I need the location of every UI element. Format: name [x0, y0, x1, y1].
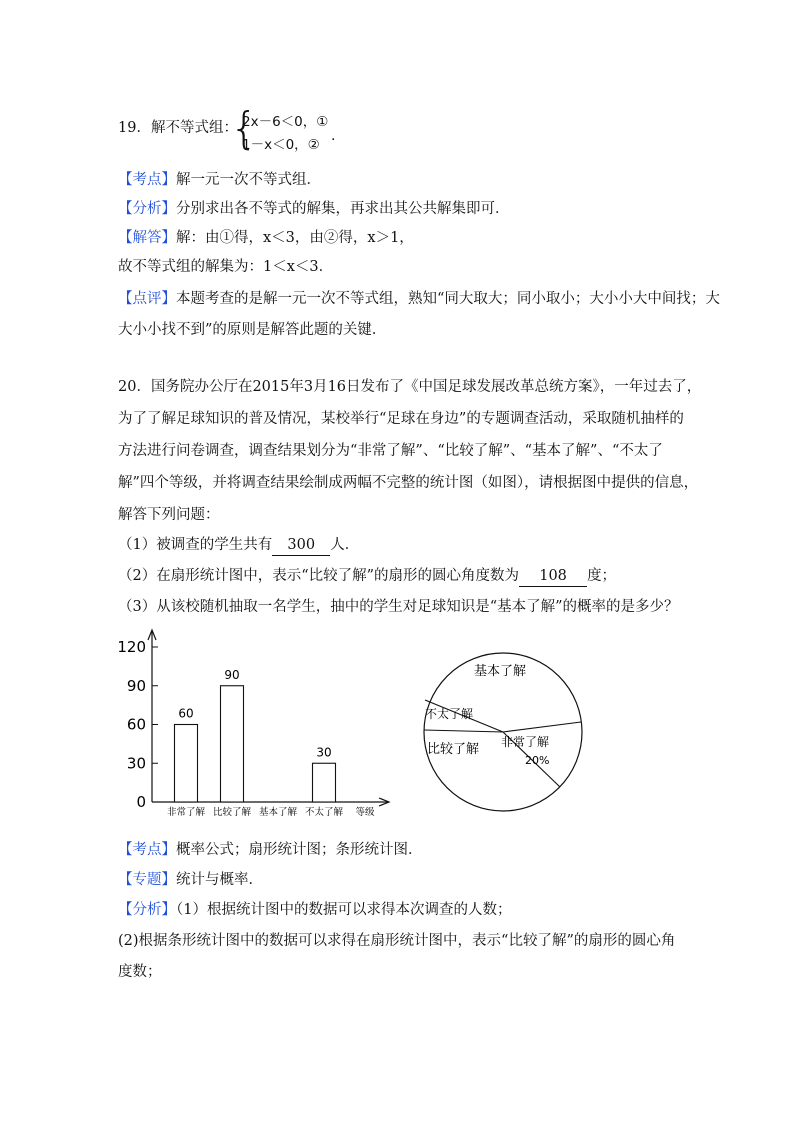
bar-data-label: 90 — [224, 667, 240, 682]
sub1-suffix: 人． — [330, 537, 360, 553]
q20-fenxi-tag: 【分析】 — [118, 902, 176, 918]
q20-line2: 为了了解足球知识的普及情况，某校举行“足球在身边”的专题调查活动，采取随机抽样的 — [118, 411, 684, 427]
pie-annotation-percent: 20% — [525, 754, 550, 767]
q20-fenxi-text: （1）根据统计图中的数据可以求得本次调查的人数； — [176, 902, 512, 918]
y-tick-label: 60 — [126, 715, 146, 734]
x-category-label: 非常了解 — [166, 807, 206, 818]
q19-jieda-line2: 故不等式组的解集为：1＜x＜3． — [118, 259, 334, 275]
q20-zhuanti-tag: 【专题】 — [118, 872, 176, 888]
kaodian-text: 解一元一次不等式组． — [176, 172, 321, 188]
q20-line5: 解答下列问题： — [118, 507, 220, 523]
sub2-prefix: （2）在扇形统计图中，表示“比较了解”的扇形的圆心角度数为 — [118, 568, 520, 584]
pie-divider-left — [424, 730, 503, 732]
jieda-tag: 【解答】 — [118, 230, 176, 246]
q20-zhuanti-text: 统计与概率． — [176, 872, 263, 888]
pie-divider-right — [503, 722, 581, 732]
inequality-1: 2x－6＜0，① — [242, 114, 329, 130]
y-tick-label: 120 — [117, 638, 146, 656]
x-axis-title: 等级 — [355, 807, 375, 818]
q20-fenxi-line2: (2)根据条形统计图中的数据可以求得在扇形统计图中，表示“比较了解”的扇形的圆心角 — [118, 933, 676, 949]
q20-kaodian-text: 概率公式；扇形统计图；条形统计图． — [176, 842, 423, 858]
kaodian-tag: 【考点】 — [118, 172, 176, 188]
q19-stem: 19．解不等式组： — [118, 120, 238, 136]
q20-sub3: （3）从该校随机抽取一名学生，抽中的学生对足球知识是“基本了解”的概率的是多少？ — [118, 599, 679, 615]
x-category-label: 不太了解 — [304, 807, 344, 818]
sub1-answer: 300 — [272, 535, 330, 556]
bar — [313, 763, 336, 802]
y-tick-label: 0 — [136, 793, 146, 811]
q20-fenxi-line3: 度数； — [118, 964, 162, 980]
q20-fenxi — [118, 900, 511, 920]
q20-kaodian-tag: 【考点】 — [118, 842, 176, 858]
q20-zhuanti — [118, 870, 263, 890]
pie-chart — [413, 642, 593, 822]
bar — [175, 725, 198, 803]
fenxi-tag: 【分析】 — [118, 201, 176, 217]
pie-label-not-much: 不太了解 — [425, 707, 474, 721]
sub2-suffix: 度； — [587, 568, 617, 584]
fenxi-text: 分别求出各不等式的解集，再求出其公共解集即可． — [176, 201, 510, 217]
q20-line3: 方法进行问卷调查，调查结果划分为“非常了解”、“比较了解”、“基本了解”、“不太了 — [118, 443, 663, 459]
y-tick-label: 30 — [126, 754, 146, 773]
y-tick-label: 90 — [126, 676, 146, 695]
q19-dianping-line2: 大小小找不到”的原则是解答此题的关键． — [118, 322, 387, 338]
brace-icon: { — [230, 103, 258, 154]
q20-line4: 解”四个等级，并将调查结果绘制成两幅不完整的统计图（如图），请根据图中提供的信息， — [118, 475, 699, 491]
dianping-text: 本题考查的是解一元一次不等式组，熟知“同大取大；同小取小；大小小大中间找；大 — [176, 291, 720, 307]
bar-data-label: 30 — [316, 745, 332, 760]
jieda-text: 解：由①得，x＜3，由②得，x＞1， — [176, 230, 414, 246]
sub1-prefix: （1）被调查的学生共有 — [118, 537, 273, 553]
x-category-label: 比较了解 — [212, 807, 252, 818]
bar — [221, 686, 244, 802]
pie-label-fairly: 比较了解 — [427, 742, 480, 757]
inequality-2: 1－x＜0，② — [242, 137, 320, 153]
bar-data-label: 60 — [178, 706, 194, 721]
dianping-tag: 【点评】 — [118, 291, 176, 307]
pie-label-very: 非常了解 — [501, 735, 550, 749]
pie-label-basic: 基本了解 — [473, 664, 527, 679]
q20-line1: 20．国务院办公厅在2015年3月16日发布了《中国足球发展改革总统方案》，一年过去了， — [118, 379, 702, 395]
q20-kaodian — [118, 840, 423, 860]
system-period: . — [331, 128, 336, 144]
sub2-answer: 108 — [519, 566, 587, 587]
x-category-label: 基本了解 — [258, 807, 298, 818]
